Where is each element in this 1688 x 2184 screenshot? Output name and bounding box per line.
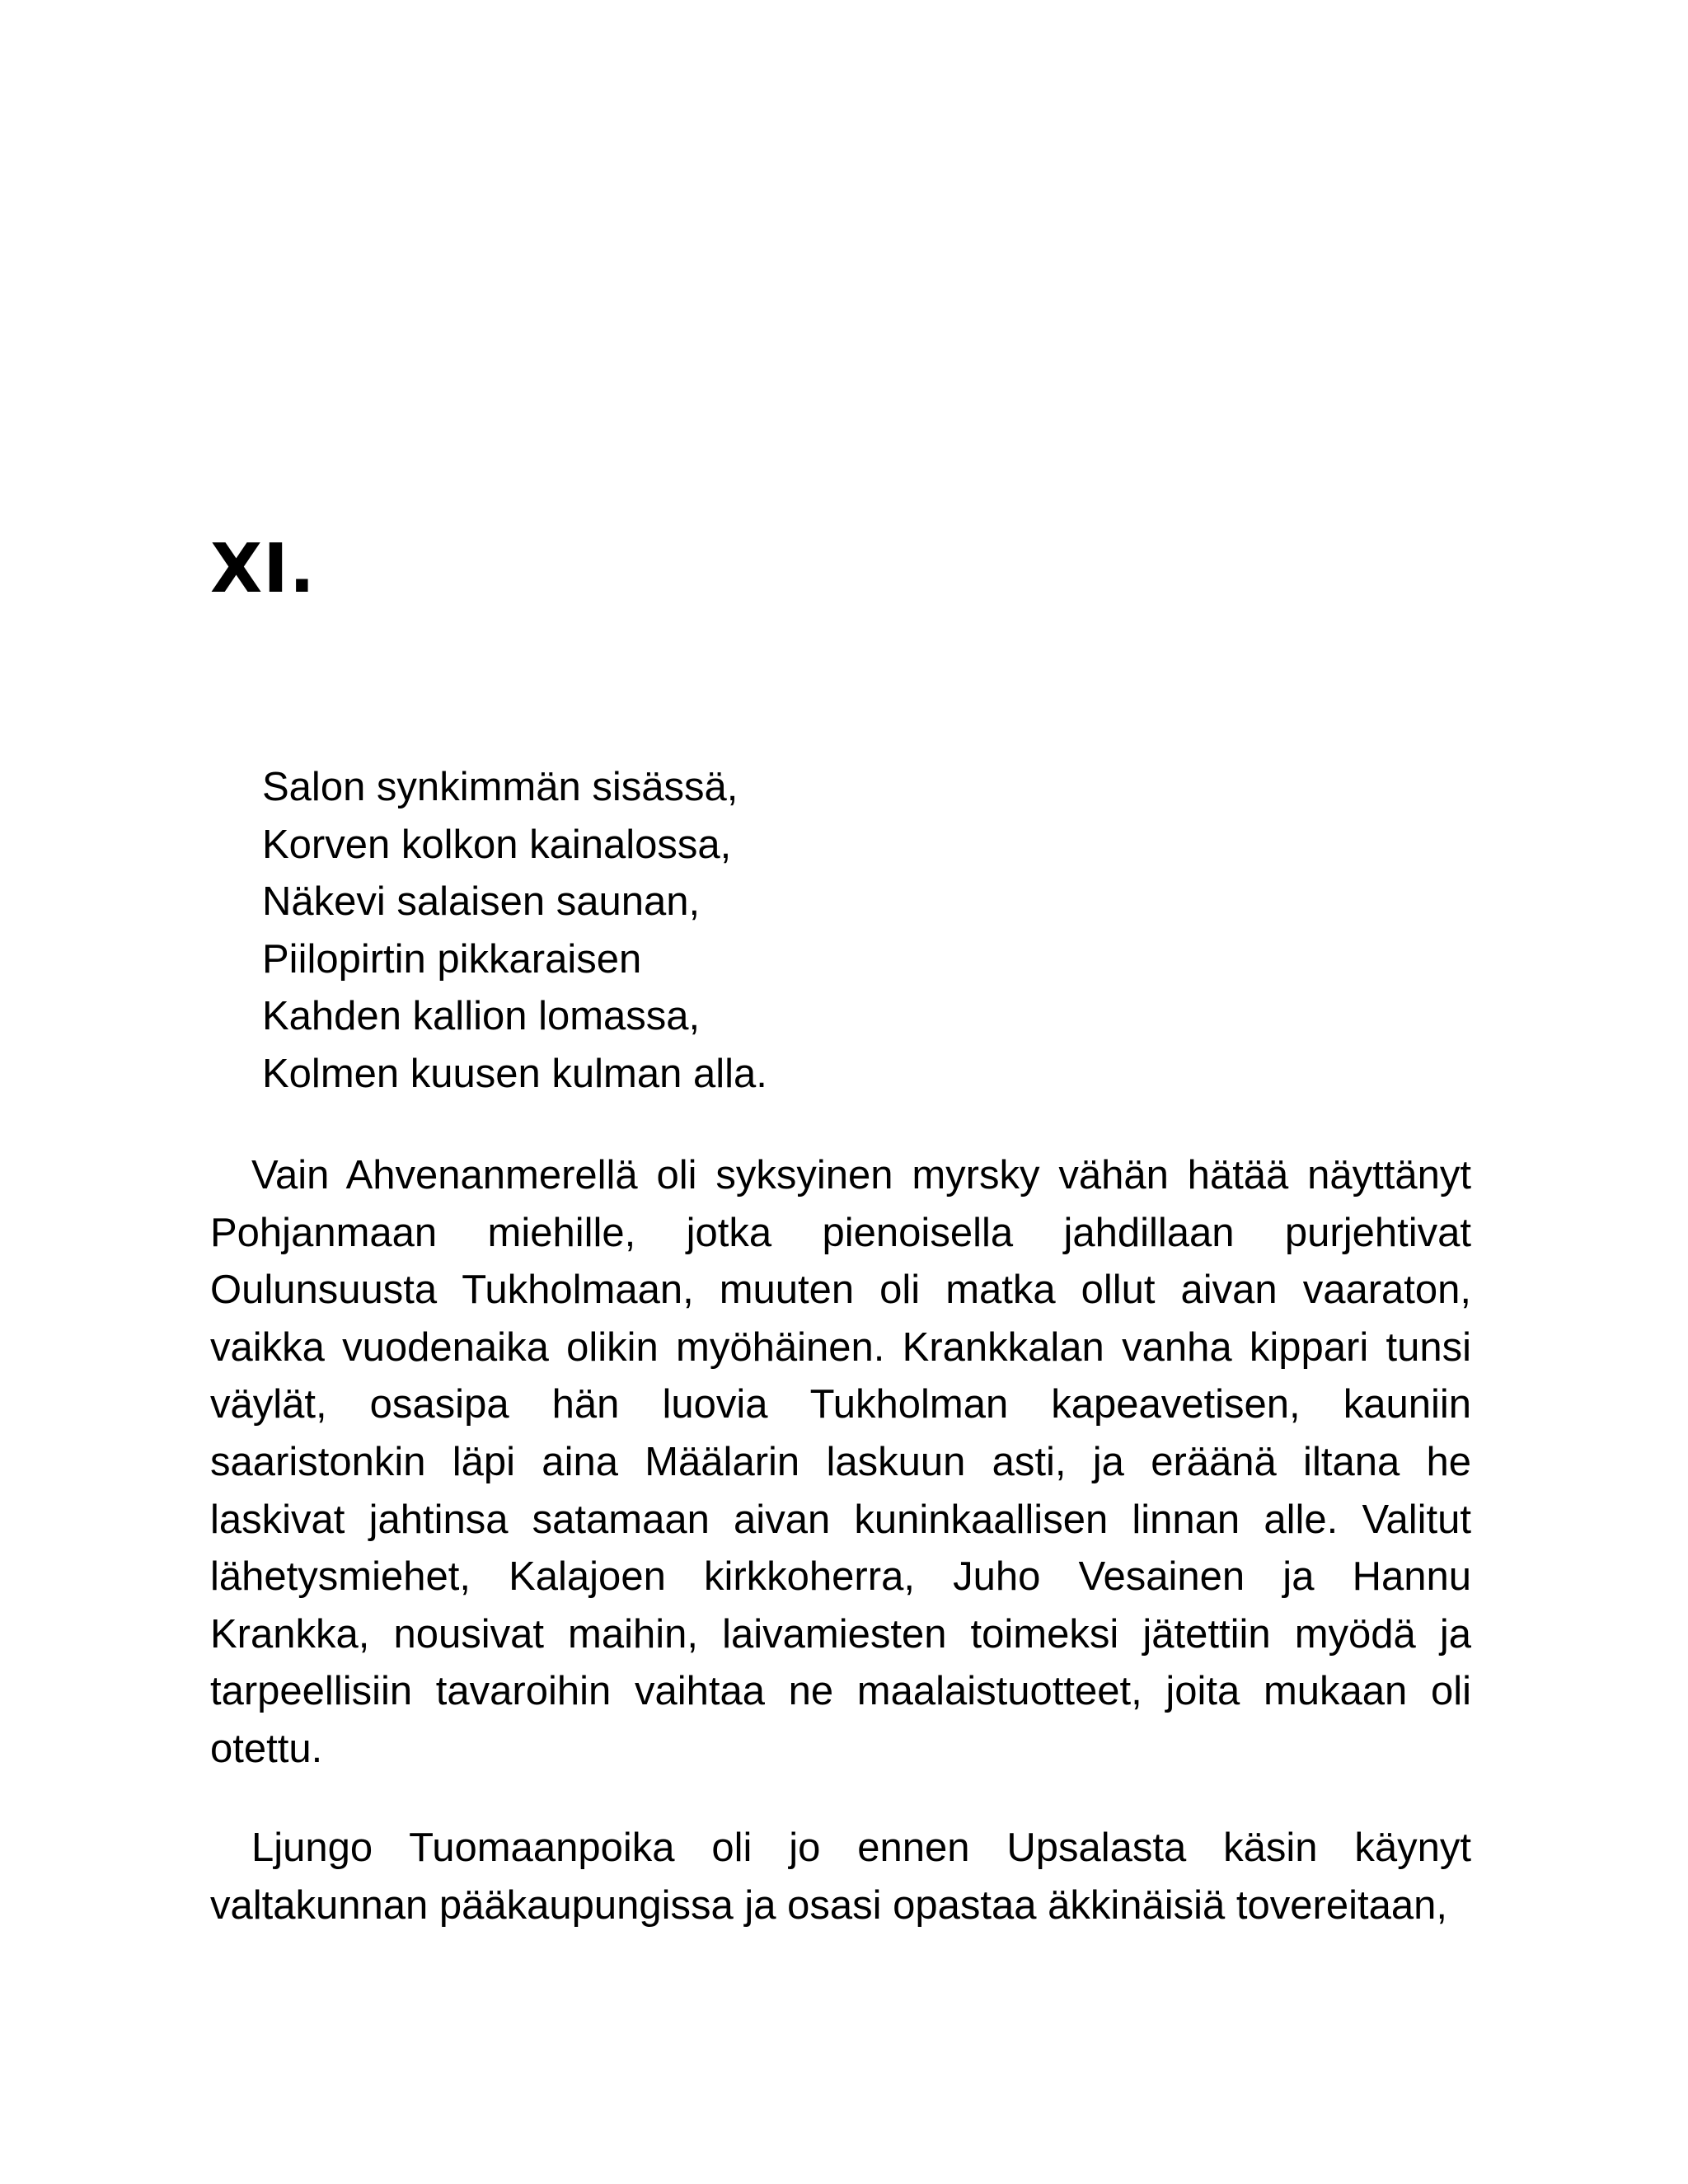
verse-block xyxy=(262,759,1251,1104)
body-paragraph: Vain Ahvenanmerellä oli syksyinen myrsky vähän hätää näyttänyt Pohjanmaan miehille, jotka pienoisella jahdillaan purjehtivat Oulunsuusta Tukholmaan, muuten oli matka ollut aivan vaaraton, vaikka vuodenaika olikin myöhäinen. Krankkalan vanha kippari tunsi väylät, osasipa hän luovia Tukholman kapeavetisen, kauniin saaristonkin läpi aina Määlarin laskuun asti, ja eräänä iltana he laskivat jahtinsa satamaan aivan kuninkaallisen linnan alle. Valitut lähetysmiehet, Kalajoen kirkkoherra, Juho Vesainen ja Hannu Krankka, nousivat maihin, laivamiesten toimeksi jätettiin myödä ja tarpeellisiin tavaroihin vaihtaa ne maalaistuotteet, joita mukaan oli otettu. xyxy=(210,1153,1471,1771)
verse-line: Kolmen kuusen kulman alla. xyxy=(262,1051,767,1096)
verse-line: Kahden kallion lomassa, xyxy=(262,994,701,1039)
verse-line: Näkevi salaisen saunan, xyxy=(262,879,701,925)
verse-line: Salon synkimmän sisässä, xyxy=(262,765,738,809)
verse-line: Piilopirtin pikkaraisen xyxy=(262,936,642,982)
body-paragraph: Ljungo Tuomaanpoika oli jo ennen Upsalasta käsin käynyt valtakunnan pääkaupungissa ja osasi opastaa äkkinäisiä tovereitaan, xyxy=(210,1825,1471,1928)
chapter-heading: XI. xyxy=(210,530,316,608)
verse-line: Korven kolkon kainalossa, xyxy=(262,822,732,867)
